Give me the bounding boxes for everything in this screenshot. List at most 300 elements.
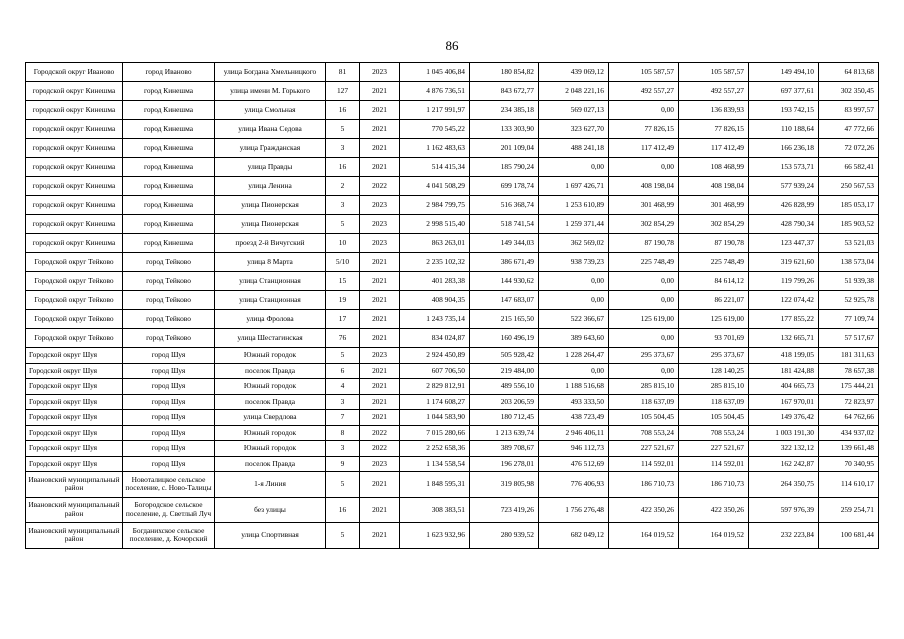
amount-cell: 264 350,75 xyxy=(749,472,819,498)
amount-cell: 123 447,37 xyxy=(749,234,819,253)
table-row xyxy=(26,120,879,139)
street-cell: улица Фролова xyxy=(215,310,326,329)
amount-cell: 699 178,74 xyxy=(470,177,539,196)
year-cell: 2021 xyxy=(360,291,400,310)
amount-cell: 723 419,26 xyxy=(470,497,539,523)
amount-cell: 476 512,69 xyxy=(539,456,609,472)
municipality-cell: городской округ Кинешма xyxy=(26,82,123,101)
table-row xyxy=(26,272,879,291)
amount-cell: 87 190,78 xyxy=(609,234,679,253)
amount-cell: 577 939,24 xyxy=(749,177,819,196)
street-cell: улица Станционная xyxy=(215,272,326,291)
amount-cell: 84 614,12 xyxy=(679,272,749,291)
year-cell: 2021 xyxy=(360,139,400,158)
amount-cell: 322 132,12 xyxy=(749,441,819,457)
total-cost-cell: 834 024,87 xyxy=(400,329,470,348)
municipality-cell: Городской округ Шуя xyxy=(26,456,123,472)
amount-cell: 493 333,50 xyxy=(539,394,609,410)
year-cell: 2023 xyxy=(360,63,400,82)
amount-cell: 938 739,23 xyxy=(539,253,609,272)
total-cost-cell: 1 134 558,54 xyxy=(400,456,470,472)
table-row xyxy=(26,363,879,379)
amount-cell: 225 748,49 xyxy=(679,253,749,272)
amount-cell: 201 109,04 xyxy=(470,139,539,158)
amount-cell: 408 198,04 xyxy=(609,177,679,196)
amount-cell: 434 937,02 xyxy=(819,425,879,441)
street-cell: улица Богдана Хмельницкого xyxy=(215,63,326,82)
house-number-cell: 8 xyxy=(326,425,360,441)
settlement-cell: Богданихское сельское поселение, д. Кочорский xyxy=(123,523,215,549)
amount-cell: 64 762,66 xyxy=(819,410,879,426)
house-number-cell: 2 xyxy=(326,177,360,196)
amount-cell: 162 242,87 xyxy=(749,456,819,472)
amount-cell: 105 504,45 xyxy=(609,410,679,426)
year-cell: 2021 xyxy=(360,394,400,410)
amount-cell: 259 254,71 xyxy=(819,497,879,523)
table-row xyxy=(26,234,879,253)
settlement-cell: город Кинешма xyxy=(123,215,215,234)
amount-cell: 52 925,78 xyxy=(819,291,879,310)
amount-cell: 186 710,73 xyxy=(679,472,749,498)
total-cost-cell: 308 383,51 xyxy=(400,497,470,523)
amount-cell: 0,00 xyxy=(609,272,679,291)
municipality-cell: городской округ Кинешма xyxy=(26,215,123,234)
municipality-cell: Городской округ Тейково xyxy=(26,291,123,310)
amount-cell: 323 627,70 xyxy=(539,120,609,139)
municipality-cell: Городской округ Шуя xyxy=(26,441,123,457)
municipality-cell: Ивановский муниципальный район xyxy=(26,523,123,549)
municipality-cell: Городской округ Тейково xyxy=(26,310,123,329)
amount-cell: 203 206,59 xyxy=(470,394,539,410)
total-cost-cell: 1 623 932,96 xyxy=(400,523,470,549)
amount-cell: 227 521,67 xyxy=(679,441,749,457)
street-cell: улица имени М. Горького xyxy=(215,82,326,101)
total-cost-cell: 1 044 583,90 xyxy=(400,410,470,426)
amount-cell: 185 053,17 xyxy=(819,196,879,215)
house-number-cell: 9 xyxy=(326,456,360,472)
settlement-cell: город Шуя xyxy=(123,363,215,379)
settlement-cell: город Кинешма xyxy=(123,234,215,253)
total-cost-cell: 607 706,50 xyxy=(400,363,470,379)
amount-cell: 186 710,73 xyxy=(609,472,679,498)
amount-cell: 1 188 516,68 xyxy=(539,379,609,395)
settlement-cell: Новоталицкое сельское поселение, с. Ново-Талицы xyxy=(123,472,215,498)
municipality-cell: городской округ Кинешма xyxy=(26,158,123,177)
amount-cell: 119 799,26 xyxy=(749,272,819,291)
municipality-cell: Городской округ Тейково xyxy=(26,272,123,291)
settlement-cell: город Кинешма xyxy=(123,139,215,158)
settlement-cell: город Шуя xyxy=(123,379,215,395)
year-cell: 2021 xyxy=(360,410,400,426)
total-cost-cell: 2 235 102,32 xyxy=(400,253,470,272)
amount-cell: 51 939,38 xyxy=(819,272,879,291)
year-cell: 2022 xyxy=(360,425,400,441)
amount-cell: 114 610,17 xyxy=(819,472,879,498)
house-number-cell: 10 xyxy=(326,234,360,253)
municipality-cell: Городской округ Тейково xyxy=(26,253,123,272)
table-row xyxy=(26,348,879,364)
amount-cell: 128 140,25 xyxy=(679,363,749,379)
amount-cell: 0,00 xyxy=(609,363,679,379)
house-number-cell: 3 xyxy=(326,394,360,410)
year-cell: 2021 xyxy=(360,379,400,395)
street-cell: Южный городок xyxy=(215,348,326,364)
amount-cell: 117 412,49 xyxy=(609,139,679,158)
settlement-cell: город Иваново xyxy=(123,63,215,82)
total-cost-cell: 1 045 406,84 xyxy=(400,63,470,82)
amount-cell: 83 997,57 xyxy=(819,101,879,120)
settlement-cell: город Шуя xyxy=(123,410,215,426)
settlement-cell: город Кинешма xyxy=(123,177,215,196)
amount-cell: 181 311,63 xyxy=(819,348,879,364)
data-table xyxy=(25,62,879,549)
municipality-cell: Городской округ Шуя xyxy=(26,363,123,379)
street-cell: поселок Правда xyxy=(215,394,326,410)
house-number-cell: 4 xyxy=(326,379,360,395)
table-row xyxy=(26,441,879,457)
settlement-cell: город Шуя xyxy=(123,441,215,457)
amount-cell: 522 366,67 xyxy=(539,310,609,329)
street-cell: улица Пионерская xyxy=(215,215,326,234)
total-cost-cell: 770 545,22 xyxy=(400,120,470,139)
table-row xyxy=(26,497,879,523)
amount-cell: 77 826,15 xyxy=(609,120,679,139)
amount-cell: 149 376,42 xyxy=(749,410,819,426)
amount-cell: 1 253 610,89 xyxy=(539,196,609,215)
year-cell: 2021 xyxy=(360,523,400,549)
amount-cell: 86 221,07 xyxy=(679,291,749,310)
amount-cell: 118 637,09 xyxy=(679,394,749,410)
amount-cell: 125 619,00 xyxy=(679,310,749,329)
amount-cell: 1 213 639,74 xyxy=(470,425,539,441)
amount-cell: 122 074,42 xyxy=(749,291,819,310)
amount-cell: 428 790,34 xyxy=(749,215,819,234)
street-cell: улица Правды xyxy=(215,158,326,177)
amount-cell: 105 587,57 xyxy=(679,63,749,82)
settlement-cell: город Тейково xyxy=(123,310,215,329)
table-row xyxy=(26,82,879,101)
amount-cell: 105 587,57 xyxy=(609,63,679,82)
table-row xyxy=(26,410,879,426)
table-row xyxy=(26,253,879,272)
amount-cell: 167 970,01 xyxy=(749,394,819,410)
amount-cell: 215 165,50 xyxy=(470,310,539,329)
amount-cell: 488 241,18 xyxy=(539,139,609,158)
year-cell: 2021 xyxy=(360,272,400,291)
amount-cell: 138 573,04 xyxy=(819,253,879,272)
house-number-cell: 5/10 xyxy=(326,253,360,272)
amount-cell: 362 569,02 xyxy=(539,234,609,253)
amount-cell: 232 223,84 xyxy=(749,523,819,549)
year-cell: 2023 xyxy=(360,215,400,234)
amount-cell: 389 708,67 xyxy=(470,441,539,457)
page-number: 86 xyxy=(445,38,459,53)
amount-cell: 77 826,15 xyxy=(679,120,749,139)
amount-cell: 93 701,69 xyxy=(679,329,749,348)
settlement-cell: город Кинешма xyxy=(123,158,215,177)
house-number-cell: 5 xyxy=(326,523,360,549)
house-number-cell: 6 xyxy=(326,363,360,379)
settlement-cell: город Тейково xyxy=(123,329,215,348)
amount-cell: 185 790,24 xyxy=(470,158,539,177)
municipality-cell: Городской округ Шуя xyxy=(26,394,123,410)
house-number-cell: 76 xyxy=(326,329,360,348)
amount-cell: 386 671,49 xyxy=(470,253,539,272)
amount-cell: 180 854,82 xyxy=(470,63,539,82)
house-number-cell: 5 xyxy=(326,120,360,139)
house-number-cell: 3 xyxy=(326,196,360,215)
street-cell: проезд 2-й Вичугский xyxy=(215,234,326,253)
amount-cell: 53 521,03 xyxy=(819,234,879,253)
house-number-cell: 3 xyxy=(326,441,360,457)
amount-cell: 439 069,12 xyxy=(539,63,609,82)
street-cell: 1-я Линия xyxy=(215,472,326,498)
municipality-cell: Ивановский муниципальный район xyxy=(26,497,123,523)
amount-cell: 147 683,07 xyxy=(470,291,539,310)
year-cell: 2021 xyxy=(360,253,400,272)
settlement-cell: город Шуя xyxy=(123,425,215,441)
house-number-cell: 16 xyxy=(326,158,360,177)
house-number-cell: 5 xyxy=(326,348,360,364)
amount-cell: 1 003 191,30 xyxy=(749,425,819,441)
year-cell: 2023 xyxy=(360,456,400,472)
house-number-cell: 17 xyxy=(326,310,360,329)
amount-cell: 132 665,71 xyxy=(749,329,819,348)
table-row xyxy=(26,379,879,395)
amount-cell: 516 368,74 xyxy=(470,196,539,215)
amount-cell: 682 049,12 xyxy=(539,523,609,549)
table-row xyxy=(26,425,879,441)
table-body xyxy=(26,63,879,549)
year-cell: 2021 xyxy=(360,497,400,523)
year-cell: 2021 xyxy=(360,101,400,120)
street-cell: поселок Правда xyxy=(215,456,326,472)
amount-cell: 117 412,49 xyxy=(679,139,749,158)
amount-cell: 193 742,15 xyxy=(749,101,819,120)
amount-cell: 285 815,10 xyxy=(679,379,749,395)
house-number-cell: 15 xyxy=(326,272,360,291)
amount-cell: 280 939,52 xyxy=(470,523,539,549)
amount-cell: 136 839,93 xyxy=(679,101,749,120)
amount-cell: 0,00 xyxy=(539,291,609,310)
settlement-cell: город Кинешма xyxy=(123,101,215,120)
amount-cell: 946 112,73 xyxy=(539,441,609,457)
settlement-cell: Богородское сельское поселение, д. Светлый Луч xyxy=(123,497,215,523)
amount-cell: 2 946 406,11 xyxy=(539,425,609,441)
house-number-cell: 16 xyxy=(326,497,360,523)
municipality-cell: Городской округ Тейково xyxy=(26,329,123,348)
amount-cell: 2 048 221,16 xyxy=(539,82,609,101)
amount-cell: 302 854,29 xyxy=(609,215,679,234)
settlement-cell: город Шуя xyxy=(123,456,215,472)
amount-cell: 569 027,13 xyxy=(539,101,609,120)
amount-cell: 110 188,64 xyxy=(749,120,819,139)
total-cost-cell: 2 252 658,36 xyxy=(400,441,470,457)
amount-cell: 177 855,22 xyxy=(749,310,819,329)
amount-cell: 185 903,52 xyxy=(819,215,879,234)
house-number-cell: 7 xyxy=(326,410,360,426)
amount-cell: 219 484,00 xyxy=(470,363,539,379)
total-cost-cell: 2 924 450,89 xyxy=(400,348,470,364)
year-cell: 2021 xyxy=(360,82,400,101)
year-cell: 2021 xyxy=(360,158,400,177)
street-cell: без улицы xyxy=(215,497,326,523)
street-cell: улица 8 Марта xyxy=(215,253,326,272)
municipality-cell: Городской округ Шуя xyxy=(26,379,123,395)
house-number-cell: 3 xyxy=(326,139,360,158)
table-row xyxy=(26,394,879,410)
amount-cell: 319 621,60 xyxy=(749,253,819,272)
amount-cell: 64 813,68 xyxy=(819,63,879,82)
amount-cell: 408 198,04 xyxy=(679,177,749,196)
year-cell: 2023 xyxy=(360,234,400,253)
street-cell: улица Спортивная xyxy=(215,523,326,549)
amount-cell: 1 259 371,44 xyxy=(539,215,609,234)
amount-cell: 0,00 xyxy=(539,272,609,291)
amount-cell: 597 976,39 xyxy=(749,497,819,523)
total-cost-cell: 1 162 483,63 xyxy=(400,139,470,158)
amount-cell: 108 468,99 xyxy=(679,158,749,177)
municipality-cell: городской округ Кинешма xyxy=(26,234,123,253)
amount-cell: 302 350,45 xyxy=(819,82,879,101)
total-cost-cell: 1 174 608,27 xyxy=(400,394,470,410)
year-cell: 2021 xyxy=(360,310,400,329)
street-cell: улица Пионерская xyxy=(215,196,326,215)
amount-cell: 77 109,74 xyxy=(819,310,879,329)
municipality-cell: Ивановский муниципальный район xyxy=(26,472,123,498)
municipality-cell: городской округ Кинешма xyxy=(26,101,123,120)
total-cost-cell: 1 243 735,14 xyxy=(400,310,470,329)
amount-cell: 1 228 264,47 xyxy=(539,348,609,364)
amount-cell: 118 637,09 xyxy=(609,394,679,410)
amount-cell: 518 741,54 xyxy=(470,215,539,234)
table-row xyxy=(26,523,879,549)
settlement-cell: город Кинешма xyxy=(123,120,215,139)
amount-cell: 66 582,41 xyxy=(819,158,879,177)
street-cell: улица Гражданская xyxy=(215,139,326,158)
street-cell: Южный городок xyxy=(215,441,326,457)
municipality-cell: городской округ Кинешма xyxy=(26,120,123,139)
total-cost-cell: 408 904,35 xyxy=(400,291,470,310)
municipality-cell: городской округ Кинешма xyxy=(26,196,123,215)
total-cost-cell: 2 984 799,75 xyxy=(400,196,470,215)
total-cost-cell: 2 829 812,91 xyxy=(400,379,470,395)
amount-cell: 196 278,01 xyxy=(470,456,539,472)
table-row xyxy=(26,196,879,215)
amount-cell: 78 657,38 xyxy=(819,363,879,379)
year-cell: 2021 xyxy=(360,120,400,139)
table-row xyxy=(26,456,879,472)
amount-cell: 250 567,53 xyxy=(819,177,879,196)
municipality-cell: Городской округ Иваново xyxy=(26,63,123,82)
amount-cell: 164 019,52 xyxy=(679,523,749,549)
table-row xyxy=(26,291,879,310)
total-cost-cell: 1 217 991,97 xyxy=(400,101,470,120)
settlement-cell: город Кинешма xyxy=(123,82,215,101)
amount-cell: 697 377,61 xyxy=(749,82,819,101)
amount-cell: 0,00 xyxy=(539,158,609,177)
table-row xyxy=(26,101,879,120)
year-cell: 2023 xyxy=(360,196,400,215)
amount-cell: 505 928,42 xyxy=(470,348,539,364)
total-cost-cell: 401 283,38 xyxy=(400,272,470,291)
year-cell: 2023 xyxy=(360,348,400,364)
amount-cell: 301 468,99 xyxy=(609,196,679,215)
amount-cell: 0,00 xyxy=(539,363,609,379)
amount-cell: 100 681,44 xyxy=(819,523,879,549)
year-cell: 2022 xyxy=(360,441,400,457)
amount-cell: 133 303,90 xyxy=(470,120,539,139)
amount-cell: 149 344,03 xyxy=(470,234,539,253)
amount-cell: 285 815,10 xyxy=(609,379,679,395)
amount-cell: 160 496,19 xyxy=(470,329,539,348)
amount-cell: 125 619,00 xyxy=(609,310,679,329)
total-cost-cell: 2 998 515,40 xyxy=(400,215,470,234)
street-cell: улица Станционная xyxy=(215,291,326,310)
house-number-cell: 16 xyxy=(326,101,360,120)
amount-cell: 404 665,73 xyxy=(749,379,819,395)
street-cell: Южный городок xyxy=(215,379,326,395)
amount-cell: 301 468,99 xyxy=(679,196,749,215)
amount-cell: 319 805,98 xyxy=(470,472,539,498)
amount-cell: 1 756 276,48 xyxy=(539,497,609,523)
street-cell: улица Ивана Седова xyxy=(215,120,326,139)
amount-cell: 234 385,18 xyxy=(470,101,539,120)
total-cost-cell: 863 263,01 xyxy=(400,234,470,253)
amount-cell: 426 828,99 xyxy=(749,196,819,215)
amount-cell: 0,00 xyxy=(609,158,679,177)
amount-cell: 418 199,05 xyxy=(749,348,819,364)
table-row xyxy=(26,63,879,82)
amount-cell: 164 019,52 xyxy=(609,523,679,549)
municipality-cell: Городской округ Шуя xyxy=(26,425,123,441)
amount-cell: 72 072,26 xyxy=(819,139,879,158)
house-number-cell: 5 xyxy=(326,472,360,498)
amount-cell: 0,00 xyxy=(609,291,679,310)
year-cell: 2022 xyxy=(360,177,400,196)
year-cell: 2021 xyxy=(360,472,400,498)
table-row xyxy=(26,310,879,329)
amount-cell: 438 723,49 xyxy=(539,410,609,426)
settlement-cell: город Тейково xyxy=(123,272,215,291)
amount-cell: 422 350,26 xyxy=(679,497,749,523)
total-cost-cell: 514 415,34 xyxy=(400,158,470,177)
amount-cell: 295 373,67 xyxy=(609,348,679,364)
amount-cell: 843 672,77 xyxy=(470,82,539,101)
municipality-cell: городской округ Кинешма xyxy=(26,139,123,158)
amount-cell: 295 373,67 xyxy=(679,348,749,364)
table-row xyxy=(26,472,879,498)
amount-cell: 57 517,67 xyxy=(819,329,879,348)
amount-cell: 114 592,01 xyxy=(609,456,679,472)
total-cost-cell: 1 848 595,31 xyxy=(400,472,470,498)
street-cell: улица Ленина xyxy=(215,177,326,196)
settlement-cell: город Тейково xyxy=(123,253,215,272)
settlement-cell: город Тейково xyxy=(123,291,215,310)
amount-cell: 0,00 xyxy=(609,101,679,120)
settlement-cell: город Кинешма xyxy=(123,196,215,215)
amount-cell: 72 823,97 xyxy=(819,394,879,410)
amount-cell: 47 772,66 xyxy=(819,120,879,139)
municipality-cell: городской округ Кинешма xyxy=(26,177,123,196)
settlement-cell: город Шуя xyxy=(123,394,215,410)
table-row xyxy=(26,177,879,196)
amount-cell: 227 521,67 xyxy=(609,441,679,457)
total-cost-cell: 7 015 280,66 xyxy=(400,425,470,441)
amount-cell: 1 697 426,71 xyxy=(539,177,609,196)
street-cell: улица Смольная xyxy=(215,101,326,120)
house-number-cell: 5 xyxy=(326,215,360,234)
